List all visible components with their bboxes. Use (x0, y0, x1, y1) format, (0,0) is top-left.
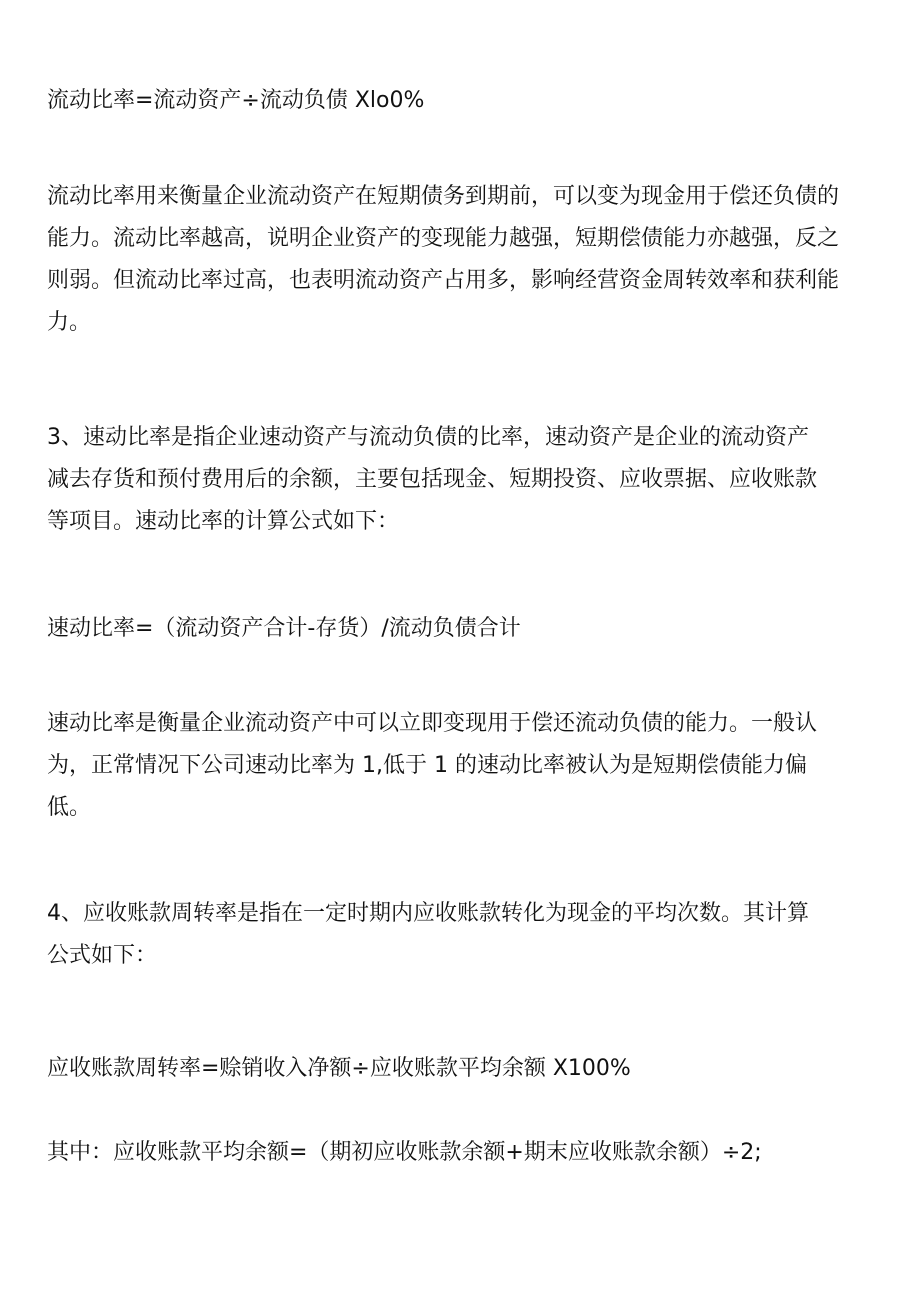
paragraph-line: 公式如下： (47, 943, 158, 968)
paragraph-line: 能力。流动比率越高，说明企业资产的变现能力越强，短期偿债能力亦越强，反之 (47, 226, 840, 251)
paragraph-line: 低。 (47, 795, 92, 820)
quick-ratio-definition (47, 417, 879, 543)
paragraph-line: 等项目。速动比率的计算公式如下： (47, 509, 400, 534)
formula-line: 其中：应收账款平均余额=（期初应收账款余额+期末应收账款余额）÷2; (47, 1140, 762, 1165)
current-ratio-paragraph (47, 176, 879, 344)
quick-ratio-formula (47, 608, 879, 650)
paragraph-line: 减去存货和预付费用后的余额，主要包括现金、短期投资、应收票据、应收账款 (47, 467, 818, 492)
current-ratio-formula (47, 80, 879, 122)
formula-line: 应收账款周转率=赊销收入净额÷应收账款平均余额 X100% (47, 1056, 631, 1081)
formula-line: 速动比率=（流动资产合计-存货）/流动负债合计 (47, 616, 521, 641)
formula-line: 流动比率=流动资产÷流动负债 Xlo0% (47, 88, 425, 113)
receivable-turnover-formula (47, 1048, 879, 1090)
paragraph-line: 力。 (47, 310, 92, 335)
paragraph-line: 流动比率用来衡量企业流动资产在短期债务到期前，可以变为现金用于偿还负债的 (47, 184, 840, 209)
average-receivable-formula (47, 1132, 879, 1174)
paragraph-line: 3、速动比率是指企业速动资产与流动负债的比率，速动资产是企业的流动资产 (47, 425, 809, 450)
paragraph-line: 则弱。但流动比率过高，也表明流动资产占用多，影响经营资金周转效率和获利能 (47, 268, 840, 293)
paragraph-line: 速动比率是衡量企业流动资产中可以立即变现用于偿还流动负债的能力。一般认 (47, 711, 818, 736)
receivable-turnover-definition (47, 893, 879, 977)
paragraph-line: 4、应收账款周转率是指在一定时期内应收账款转化为现金的平均次数。其计算 (47, 901, 809, 926)
quick-ratio-meaning (47, 703, 879, 829)
paragraph-line: 为，正常情况下公司速动比率为 1,低于 1 的速动比率被认为是短期偿债能力偏 (47, 753, 807, 778)
